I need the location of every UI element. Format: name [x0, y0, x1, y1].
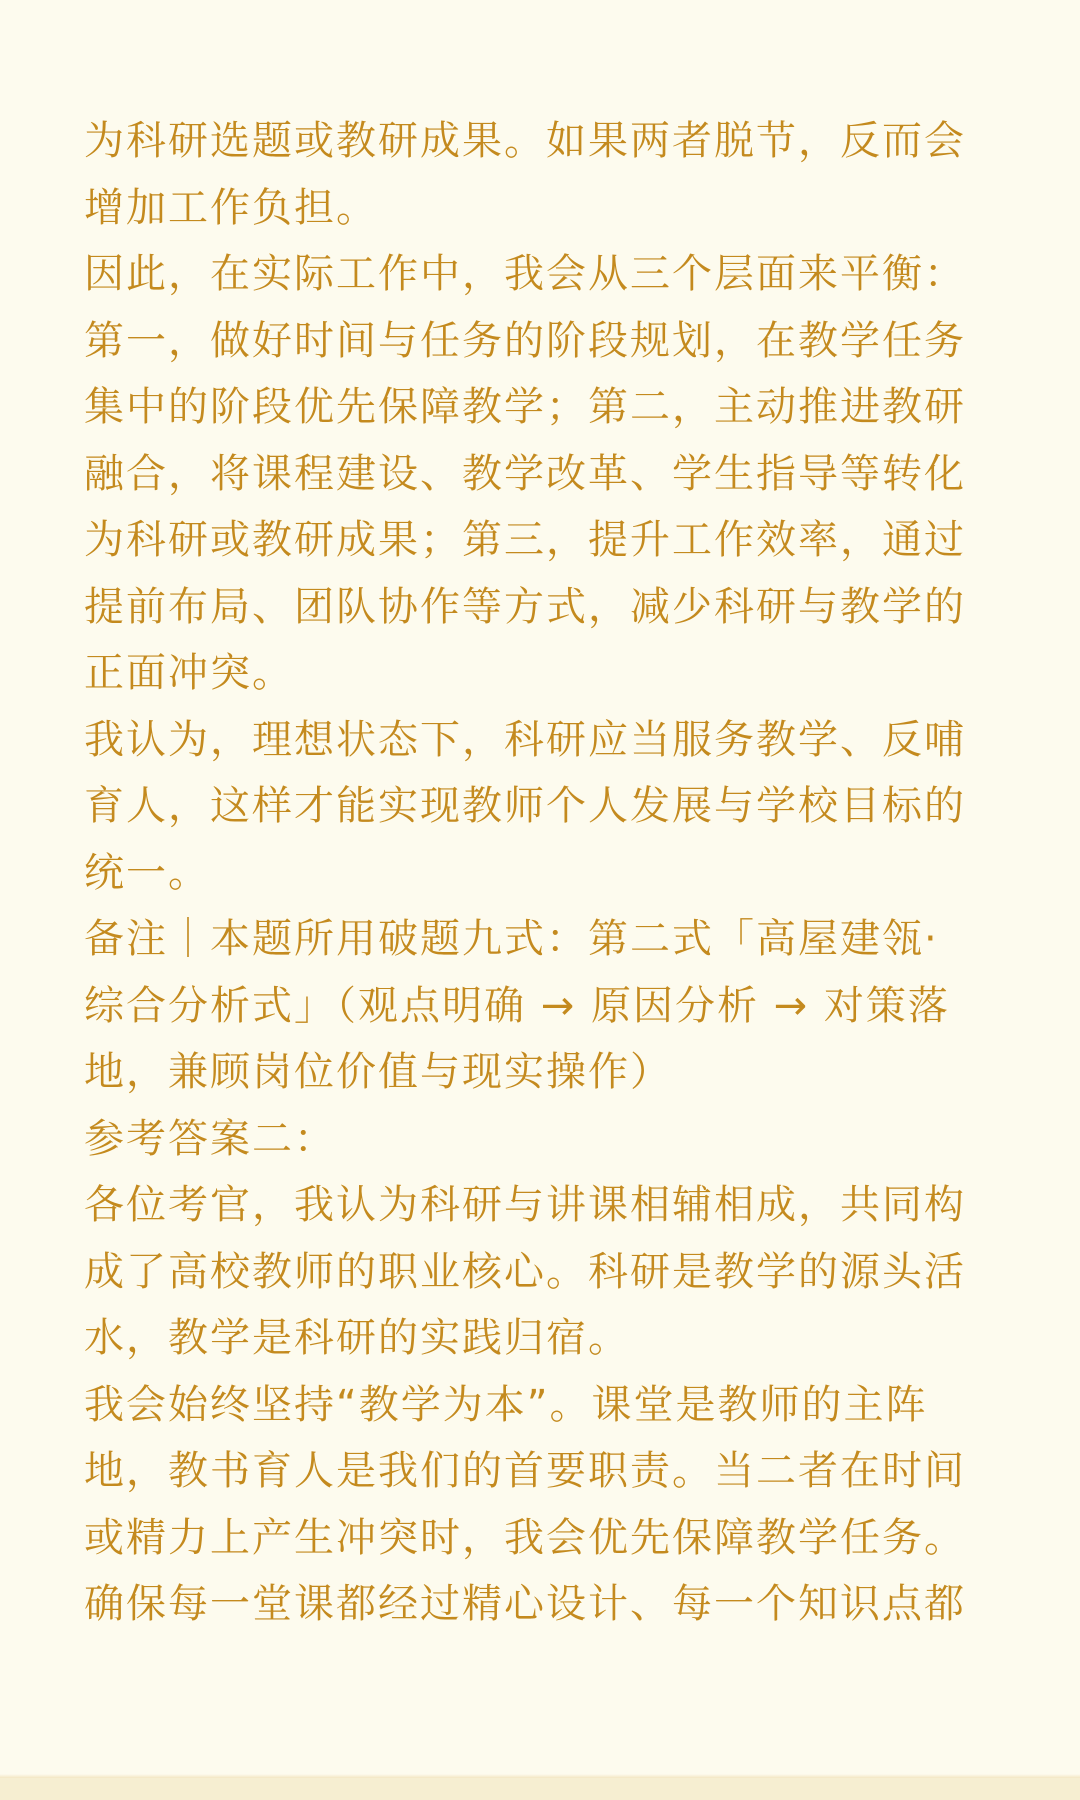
note-line: 综合分析式」（观点明确 → 原因分析 → 对策落 — [84, 982, 950, 1029]
section-heading: 参考答案二： — [84, 1115, 336, 1162]
text-line: 各位考官，我认为科研与讲课相辅相成，共同构 — [84, 1182, 966, 1228]
text-line: 地，教书育人是我们的首要职责。当二者在时间 — [84, 1448, 966, 1494]
text-line: 第一，做好时间与任务的阶段规划，在教学任务 — [84, 317, 966, 364]
note-line: 地，兼顾岗位价值与现实操作） — [84, 1049, 672, 1095]
bottom-band — [0, 1778, 1080, 1800]
text-line: 融合，将课程建设、教学改革、学生指导等转化 — [84, 450, 966, 497]
text-line: 我认为，理想状态下，科研应当服务教学、反哺 — [84, 716, 966, 763]
text-line: 为科研或教研成果；第三，提升工作效率，通过 — [84, 517, 966, 563]
text-line: 或精力上产生冲突时，我会优先保障教学任务。 — [84, 1514, 966, 1561]
text-line: 我会始终坚持“教学为本”。课堂是教师的主阵 — [84, 1381, 928, 1428]
text-line: 确保每一堂课都经过精心设计、每一个知识点都 — [84, 1581, 966, 1627]
text-line: 集中的阶段优先保障教学；第二，主动推进教研 — [84, 384, 966, 430]
text-line: 为科研选题或教研成果。如果两者脱节，反而会 — [84, 118, 966, 164]
text-line: 正面冲突。 — [84, 650, 294, 696]
text-line: 提前布局、团队协作等方式，减少科研与教学的 — [84, 583, 966, 630]
text-line: 统一。 — [84, 849, 210, 896]
text-line: 水，教学是科研的实践归宿。 — [84, 1315, 630, 1361]
text-line: 育人，这样才能实现教师个人发展与学校目标的 — [84, 783, 966, 829]
text-line: 增加工作负担。 — [84, 184, 378, 231]
note-line: 备注｜本题所用破题九式：第二式「高屋建瓴· — [84, 916, 939, 962]
text-line: 成了高校教师的职业核心。科研是教学的源头活 — [84, 1248, 966, 1295]
text-line: 因此，在实际工作中，我会从三个层面来平衡： — [84, 251, 966, 297]
article-body — [84, 108, 1004, 1638]
